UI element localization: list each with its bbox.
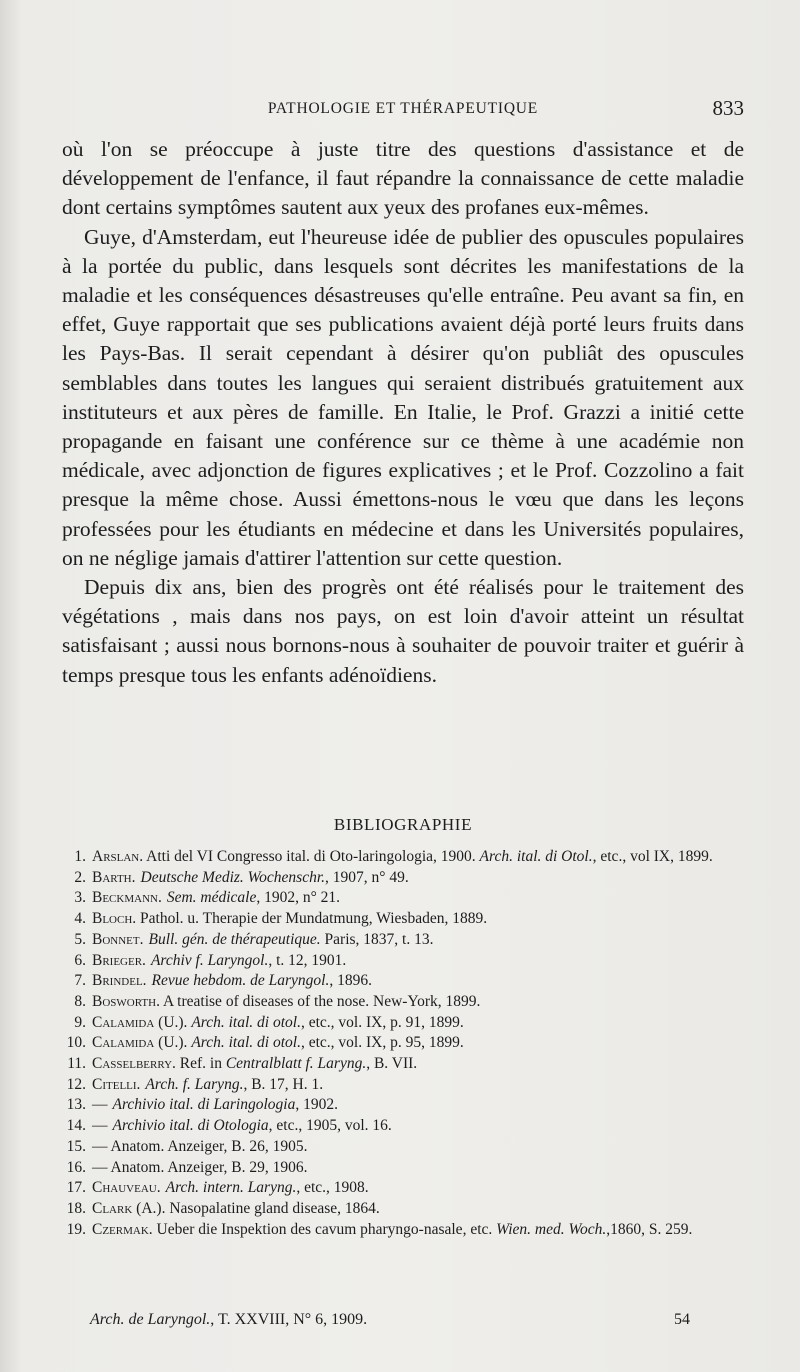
entry-number: 13.: [66, 1096, 86, 1114]
entry-details-secondary: , etc., vol. IX, p. 95, 1899.: [300, 1034, 464, 1052]
bibliography-list: [62, 847, 752, 1240]
entry-author: Bosworth.: [92, 992, 160, 1010]
entry-details: (U.).: [154, 1034, 192, 1052]
entry-author: Barth.: [92, 868, 136, 886]
footer-journal: Arch. de Laryngol.: [90, 1311, 211, 1328]
entry-number: 12.: [66, 1075, 86, 1093]
entry-details: , 1902, n° 21.: [256, 889, 341, 907]
paragraph: Depuis dix ans, bien des progrès ont été réalisés pour le traitement des végétations , mais dans nos pays, on est loin d'avoir atteint un résultat satisfaisant ; aussi nous bornons-nous à souhaiter de pouvoir traiter et guérir à temps presque tous les enfants adénoïdiens.: [62, 575, 744, 687]
entry-title: Arch. intern. Laryng.: [165, 1179, 297, 1197]
entry-title-secondary: Wien. med. Woch.: [496, 1220, 607, 1238]
entry-author: Beckmann.: [92, 889, 162, 907]
entry-number: 10.: [66, 1034, 86, 1052]
bibliography-entry: [62, 1095, 752, 1116]
entry-details-secondary: ,1860, S. 259.: [606, 1220, 693, 1238]
entry-number: 3.: [74, 889, 86, 907]
bibliography-entry: [62, 1116, 752, 1137]
entry-number: 1.: [74, 848, 86, 865]
entry-details: Pathol. u. Therapie der Mundatmung, Wiesbaden, 1889.: [136, 910, 488, 928]
entry-number: 8.: [74, 992, 86, 1010]
entry-details: Ref. in: [175, 1055, 226, 1073]
entry-details: , 1907, n° 49.: [325, 868, 409, 886]
entry-number: 11.: [67, 1055, 86, 1073]
entry-author: Brindel.: [92, 972, 147, 990]
entry-details-secondary: , etc., vol. IX, p. 91, 1899.: [300, 1013, 464, 1031]
entry-details-secondary: , etc., vol IX, 1899.: [592, 848, 713, 865]
entry-author: Chauveau.: [92, 1179, 161, 1197]
entry-title: Deutsche Mediz. Wochenschr.: [140, 868, 326, 886]
bibliography-entry: [62, 971, 752, 992]
page-number: 833: [712, 96, 744, 120]
paragraph: où l'on se préoccupe à juste titre des questions d'assistance et de développement de l'enfance, il faut répandre la connaissance de cette maladie dont certains symptômes sautent aux yeux des profanes eux-mêmes.: [62, 137, 744, 220]
bibliography-entry: [62, 930, 752, 951]
entry-number: 14.: [66, 1117, 86, 1135]
bibliography-entry: [62, 909, 752, 930]
entry-details: , 1896.: [329, 972, 372, 990]
entry-details: , etc., 1908.: [296, 1179, 369, 1197]
entry-number: 5.: [74, 930, 86, 948]
bibliography-entry: [62, 888, 752, 909]
entry-title: Sem. médicale: [166, 889, 257, 907]
bibliography-heading: BIBLIOGRAPHIE: [333, 815, 473, 834]
entry-title: Archivio ital. di Laringologia: [112, 1096, 296, 1114]
entry-details: Ueber die Inspektion des cavum pharyngo-nasale, etc.: [152, 1220, 497, 1238]
bibliography-entry: [62, 1158, 752, 1179]
entry-details: (U.).: [154, 1013, 192, 1031]
bibliography-entry: [62, 1075, 752, 1096]
entry-number: 7.: [74, 972, 86, 990]
entry-title-secondary: Arch. ital. di otol.: [191, 1034, 301, 1052]
entry-author: —: [92, 1158, 108, 1176]
entry-title-secondary: Arch. ital. di otol.: [191, 1013, 301, 1031]
entry-author: Arslan.: [92, 848, 144, 865]
bibliography-entry: [62, 1054, 752, 1075]
entry-title: Archivio ital. di Otologia: [112, 1117, 269, 1135]
entry-author: —: [92, 1117, 108, 1135]
signature-mark: 54: [674, 1311, 690, 1328]
entry-number: 16.: [66, 1158, 86, 1176]
running-title: PATHOLOGIE ET THÉRAPEUTIQUE: [267, 100, 539, 117]
entry-title: Bull. gén. de thérapeutique.: [148, 930, 321, 948]
body-text: [62, 135, 744, 690]
page-footer: [90, 1310, 690, 1330]
entry-number: 19.: [66, 1220, 86, 1238]
entry-number: 9.: [74, 1013, 86, 1031]
bibliography-entry: [62, 847, 752, 868]
entry-author: Clark: [92, 1199, 133, 1217]
entry-details: Paris, 1837, t. 13.: [320, 930, 434, 948]
entry-title-secondary: Centralblatt f. Laryng.: [225, 1055, 367, 1073]
entry-author: Bloch.: [92, 910, 137, 928]
bibliography-entry: [62, 1137, 752, 1158]
bibliography-entry: [62, 1013, 752, 1034]
bibliography-entry: [62, 1178, 752, 1199]
entry-title: Archiv f. Laryngol.: [150, 951, 269, 969]
entry-title: Arch. f. Laryng.: [145, 1075, 244, 1093]
entry-number: 2.: [74, 868, 86, 886]
paragraph: Guye, d'Amsterdam, eut l'heureuse idée de publier des opuscules populaires à la portée du public, dans lesquels sont décrites les manifestations de la maladie et les conséquences désastreuses qu'elle entraîne. Peu avant sa fin, en effet, Guye rapportait que ses publications avaient déjà porté leurs fruits dans les Pays-Bas. Il serait cependant à désirer qu'on publiât des opuscules semblables dans toutes les langues qui seraient distribués gratuitement aux instituteurs et aux pères de famille. En Italie, le Prof. Grazzi a initié cette propagande en faisant une conférence sur ce thème à une académie non médicale, avec adjonction de figures explicatives ; et le Prof. Cozzolino a fait presque la même chose. Aussi émettons-nous le vœu que dans les leçons professées pour les étudiants en médecine et dans les Universités populaires, on ne néglige jamais d'attirer l'attention sur cette question.: [62, 224, 744, 570]
bibliography-entry: [62, 992, 752, 1013]
bibliography-entry: [62, 868, 752, 889]
entry-title: Revue hebdom. de Laryngol.: [151, 972, 330, 990]
entry-number: 6.: [74, 951, 86, 969]
entry-author: —: [92, 1137, 108, 1155]
entry-title-secondary: Arch. ital. di Otol.: [479, 848, 593, 865]
entry-details: A treatise of diseases of the nose. New-York, 1899.: [159, 992, 481, 1010]
entry-author: Calamida: [92, 1034, 155, 1052]
entry-details: (A.). Nasopalatine gland disease, 1864.: [132, 1199, 380, 1217]
bibliography-entry: [62, 1199, 752, 1220]
entry-author: —: [92, 1096, 108, 1114]
entry-details: , t. 12, 1901.: [268, 951, 347, 969]
entry-details-secondary: , B. VII.: [366, 1055, 418, 1073]
bibliography-entry: [62, 1220, 752, 1241]
bibliography-entry: [62, 1033, 752, 1054]
footer-details: , T. XXVIII, N° 6, 1909.: [210, 1311, 368, 1328]
entry-details: Anatom. Anzeiger, B. 29, 1906.: [107, 1158, 308, 1176]
entry-author: Calamida: [92, 1013, 155, 1031]
entry-details: , 1902.: [295, 1096, 338, 1114]
entry-author: Brieger.: [92, 951, 146, 969]
entry-details: Anatom. Anzeiger, B. 26, 1905.: [107, 1137, 308, 1155]
entry-author: Citelli.: [92, 1075, 141, 1093]
entry-details: , B. 17, H. 1.: [243, 1075, 324, 1093]
entry-number: 18.: [66, 1199, 86, 1217]
entry-number: 15.: [66, 1137, 86, 1155]
entry-number: 17.: [66, 1179, 86, 1197]
entry-details: , etc., 1905, vol. 16.: [268, 1117, 392, 1135]
entry-details: Atti del VI Congresso ital. di Oto-laringologia, 1900.: [143, 848, 480, 865]
entry-number: 4.: [74, 910, 86, 928]
entry-author: Casselberry.: [92, 1055, 176, 1073]
entry-author: Czermak.: [92, 1220, 153, 1238]
page-header: [62, 98, 744, 128]
bibliography-entry: [62, 951, 752, 972]
entry-author: Bonnet.: [92, 930, 144, 948]
